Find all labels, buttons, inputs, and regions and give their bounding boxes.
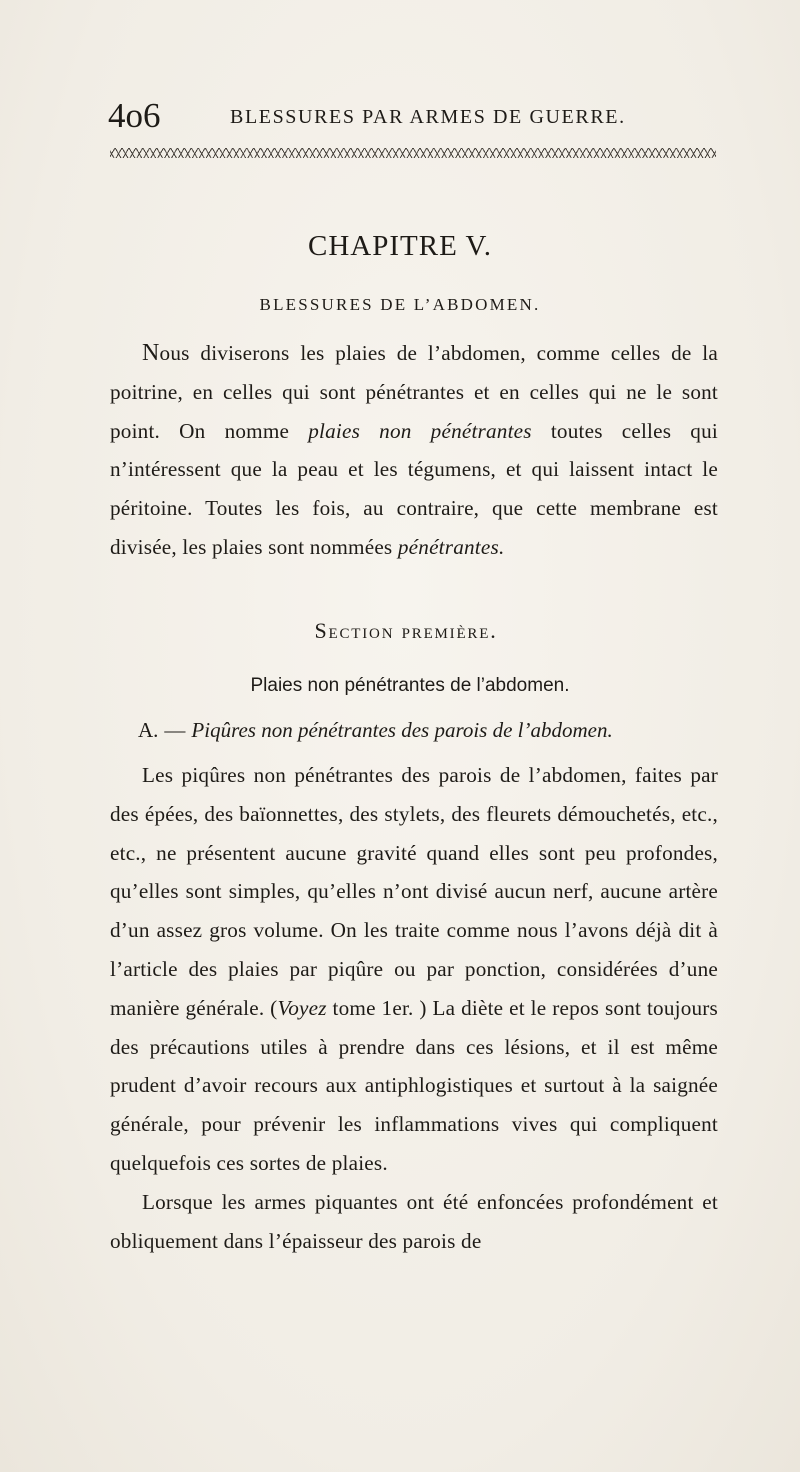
chapter-subtitle: BLESSURES DE L’ABDOMEN.: [259, 295, 541, 314]
running-head: [108, 96, 708, 140]
intro-italic-2: pénétrantes.: [397, 534, 505, 559]
article-heading: [138, 718, 758, 743]
subsection-heading: Plaies non pénétrantes de l’abdomen.: [250, 675, 570, 696]
article-title: Piqûres non pénétrantes des parois de l’abdomen.: [191, 718, 613, 742]
initial-letter: N: [142, 340, 160, 366]
article-dash: —: [164, 718, 186, 742]
article-letter: A.: [138, 718, 159, 742]
intro-paragraph: [110, 334, 718, 567]
intro-italic-1: plaies non pénétrantes: [308, 418, 532, 443]
body-italic-voyez: Voyez: [277, 995, 327, 1020]
ornamental-rule: [110, 148, 716, 158]
running-title: BLESSURES PAR ARMES DE GUERRE.: [230, 106, 626, 128]
section-heading: Section première.: [314, 618, 498, 643]
body-paragraph-2: Lorsque les armes piquantes ont été enfoncées profondément et obliquement dans l’épaisseur des parois de: [110, 1189, 718, 1253]
intro-text-1: ous diviserons les plaies de l’abdomen, comme celles de la poitrine, en celles qui sont pénétrantes et en celles qui ne le sont point. On nomme: [110, 341, 718, 443]
body-text-2: tome 1er. ) La diète et le repos sont toujours des précautions utiles à prendre dans ces lésions, et il est même prudent d’avoir recours aux antiphlogistiques et surtout à la saignée générale, pour prévenir les inflammations vives qui compliquent quelquefois ces sortes de plaies.: [110, 995, 718, 1175]
chapter-title: CHAPITRE V.: [308, 230, 492, 262]
body-paragraph-1: [110, 756, 718, 1260]
intro-text-2: toutes celles qui n’intéressent que la peau et les tégumens, et qui laissent intact le péritoine. Toutes les fois, au contraire, que cette membrane est divisée, les plaies sont nommées: [110, 418, 718, 559]
page-number: 4o6: [108, 96, 161, 135]
body-text-1: Les piqûres non pénétrantes des parois de l’abdomen, faites par des épées, des baïonnettes, des stylets, des fleurets démouchetés, etc., etc., ne présentent aucune gravité quand elles sont peu profondes, qu’elles sont simples, qu’elles n’ont divisé aucun nerf, aucune artère d’un assez gros volume. On les traite comme nous l’avons déjà dit à l’article des plaies par piqûre ou par ponction, considérées d’une manière générale. (: [110, 763, 718, 1020]
